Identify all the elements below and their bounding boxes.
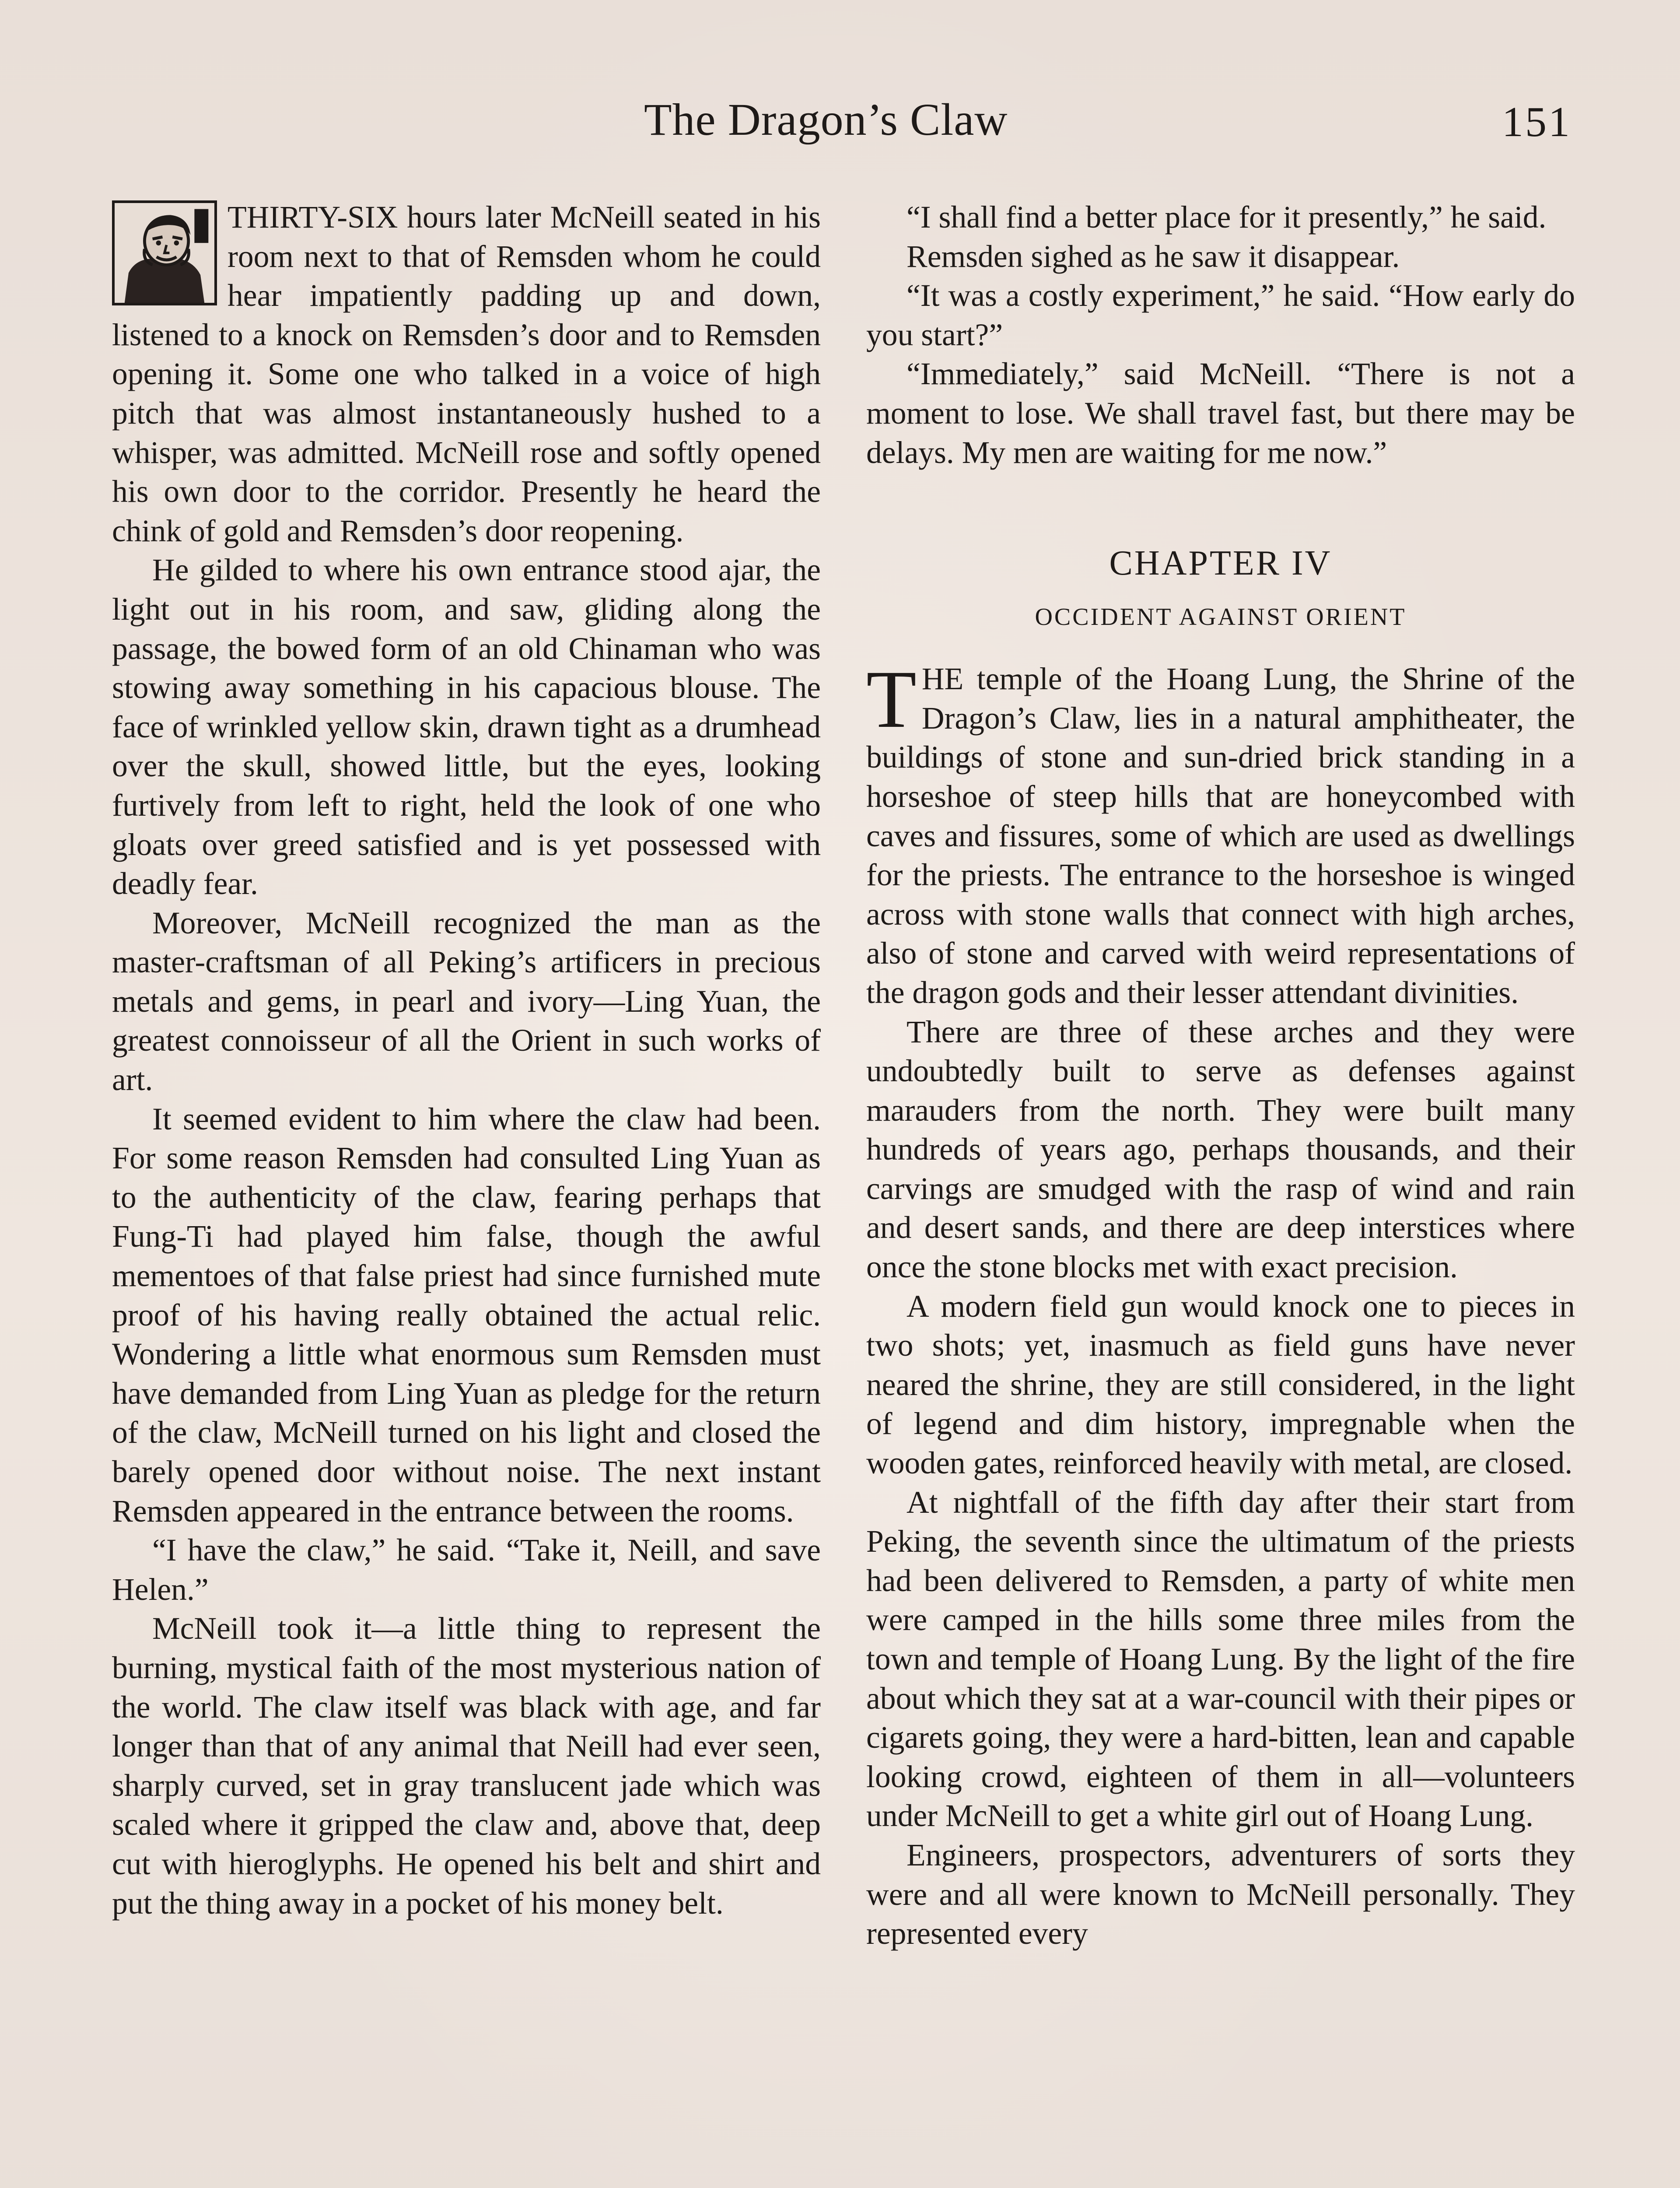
paragraph: “Immediately,” said McNeill. “There is not a moment to lose. We shall travel fast, but there may be delays. My men are waiting for me now.”: [866, 357, 1575, 470]
chapter-subtitle: OCCIDENT AGAINST ORIENT: [1035, 603, 1407, 631]
paragraph: “It was a costly experiment,” he said. “How early do you start?”: [866, 278, 1575, 352]
paragraph: “I have the claw,” he said. “Take it, Neill, and save Helen.”: [112, 1533, 821, 1607]
paragraph: Remsden sighed as he saw it disappear.: [906, 239, 1400, 274]
paragraph: “I shall find a better place for it presently,” he said.: [906, 200, 1547, 235]
paragraph: At nightfall of the fifth day after their start from Peking, the seventh since the ultimatum of the priests had been delivered to Remsden, a party of white men were camped in the hills some three miles from the town and temple of Hoang Lung. By the light of the fire about which they sat at a war-council with their pipes or cigarets going, they were a hard-bitten, lean and capable looking crowd, eighteen of them in all—volunteers under McNeill to get a white girl out of Hoang Lung.: [866, 1485, 1575, 1834]
paragraph: Engineers, prospectors, adventurers of sorts they were and all were known to McNeill personally. They represented every: [866, 1837, 1575, 1951]
right-column: [866, 198, 1575, 2188]
chapter-opening-paragraph: THE temple of the Hoang Lung, the Shrine of the Dragon’s Claw, lies in a natural amphitheater, the buildings of stone and sun-dried brick standing in a horseshoe of steep hills that are honeycombed with caves and fissures, some of which are used as dwellings for the priests. The entrance to the horseshoe is winged across with stone walls that connect with high arches, also of stone and carved with weird representations of the dragon gods and their lesser attendant divinities.: [866, 653, 1575, 1010]
paragraph: McNeill took it—a little thing to represent the burning, mystical faith of the most mysterious nation of the world. The claw itself was black with age, and far longer than that of any animal that Neill had ever seen, sharply curved, set in gray translucent jade which was scaled where it gripped the claw and, above that, deep cut with hieroglyphs. He opened his belt and shirt and put the thing away in a pocket of his money belt.: [112, 1611, 821, 1921]
illustrated-initial-portrait-icon: [112, 200, 217, 305]
paragraph: It seemed evident to him where the claw had been. For some reason Remsden had consulted Ling Yuan as to the authenticity of the claw, fearing perhaps that Fung-Ti had played him false, though the awful mementoes of that false priest had since furnished mute proof of his having really obtained the actual relic. Wondering a little what enormous sum Remsden must have demanded from Ling Yuan as pledge for the return of the claw, McNeill turned on his light and closed the barely opened door without noise. The next instant Remsden appeared in the entrance between the rooms.: [112, 1101, 821, 1529]
paragraph: Moreover, McNeill recognized the man as the master-craftsman of all Peking’s artificers in precious metals and gems, in pearl and ivory—Ling Yuan, the greatest connoisseur of all the Orient in such works of art.: [112, 905, 821, 1098]
chapter-title: CHAPTER IV: [1109, 544, 1332, 583]
page-number: 151: [1502, 98, 1572, 146]
left-column: [112, 198, 821, 2188]
drop-initial: T: [866, 653, 917, 745]
running-head-title: The Dragon’s Claw: [644, 95, 1008, 145]
paragraph: He gilded to where his own entrance stood ajar, the light out in his room, and saw, gliding along the passage, the bowed form of an old Chinaman who was stowing away something in his capacious blouse. The face of wrinkled yellow skin, drawn tight as a drumhead over the skull, showed little, but the eyes, looking furtively from left to right, held the look of one who gloats over greed satisfied and is yet possessed with deadly fear.: [112, 553, 821, 901]
paragraph: A modern field gun would knock one to pieces in two shots; yet, inasmuch as field guns have never neared the shrine, they are still considered, in the light of legend and dim history, impregnable when the wooden gates, reinforced heavily with metal, are closed.: [866, 1289, 1575, 1481]
opening-paragraph: THIRTY-SIX hours later McNeill seated in his room next to that of Remsden whom he could hear impatiently padding up and down, listened to a knock on Remsden’s door and to Remsden opening it. Some one who talked in a voice of high pitch that was almost instantaneously hushed to a whisper, was admitted. McNeill rose and softly opened his own door to the corridor. Presently he heard the chink of gold and Remsden’s door reopening.: [112, 200, 821, 548]
paragraph: There are three of these arches and they were undoubtedly built to serve as defenses against marauders from the north. They were built many hundreds of years ago, perhaps thousands, and their carvings are smudged with the rasp of wind and rain and desert sands, and there are deep interstices where once the stone blocks met with exact precision.: [866, 1014, 1575, 1285]
